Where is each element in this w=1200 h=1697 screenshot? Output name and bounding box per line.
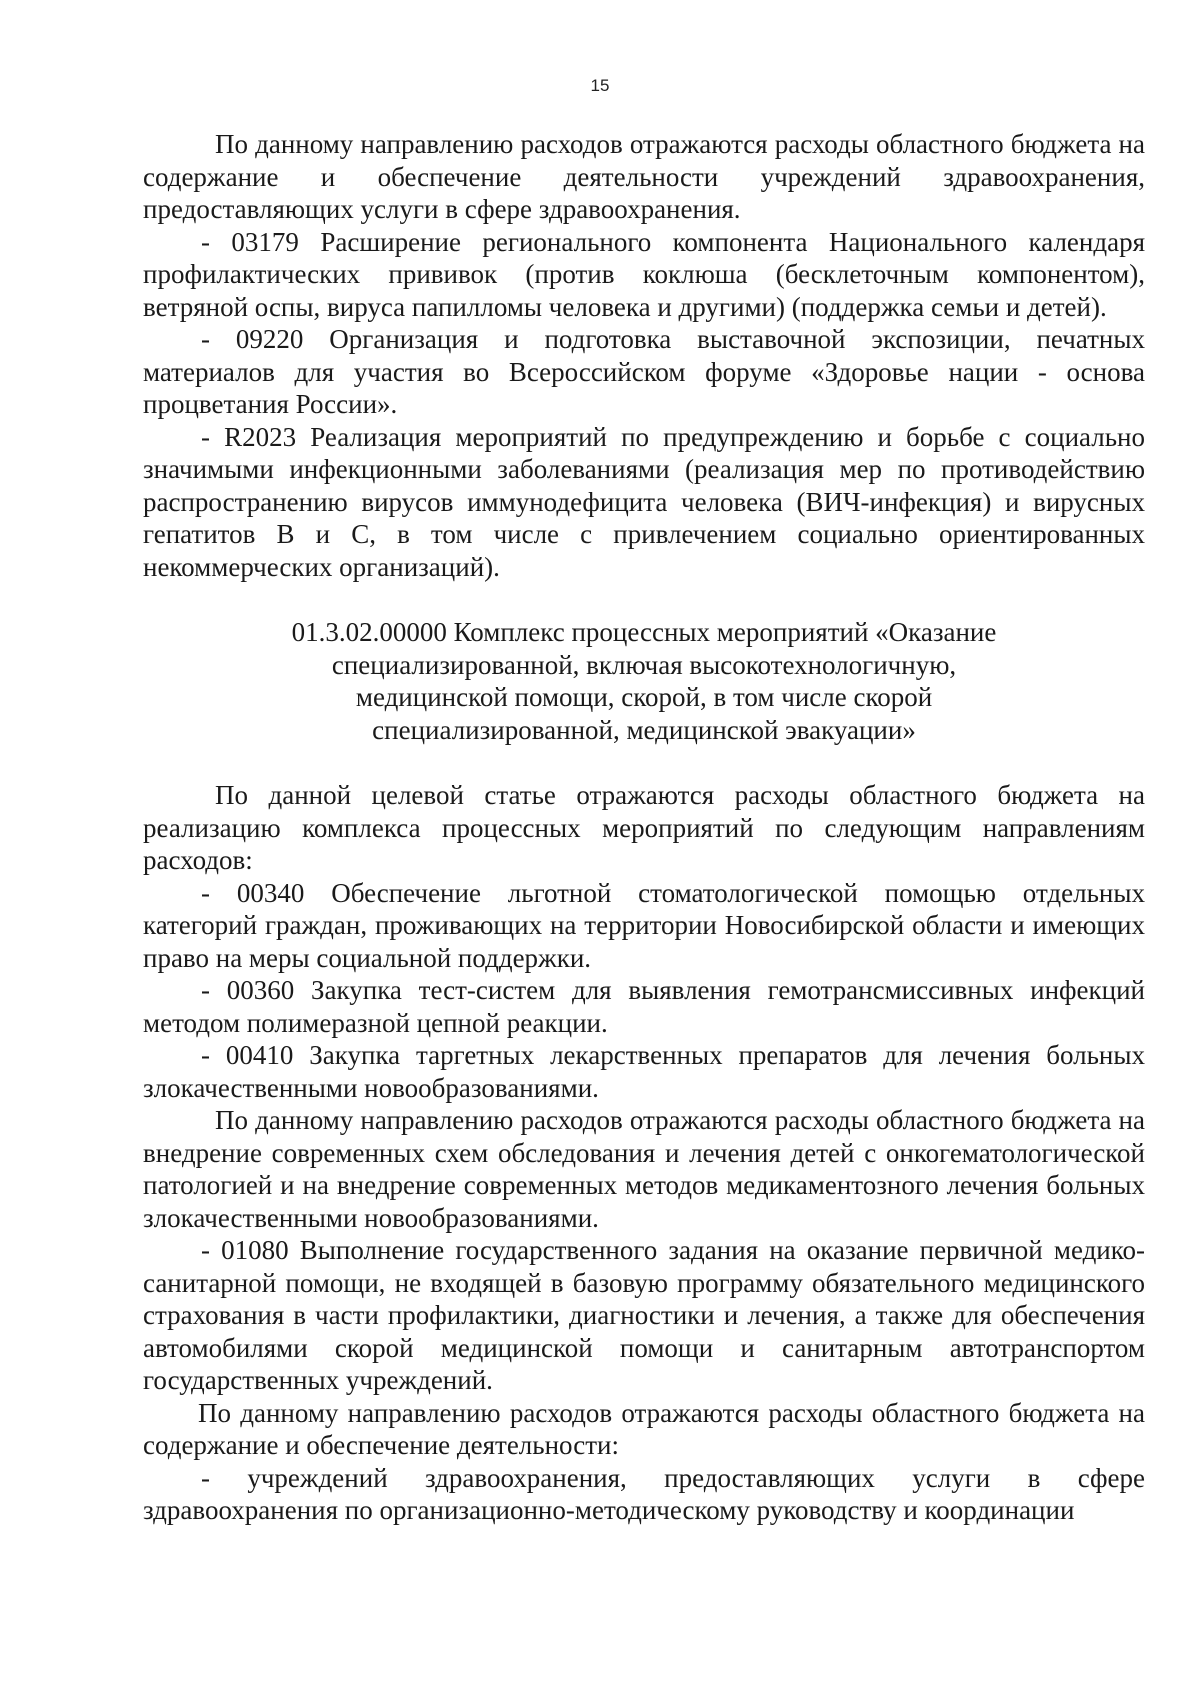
list-item-01080: - 01080 Выполнение государственного задания на оказание первичной медико-санитарной помощи, не входящей в базовую программу обязательного медицинского страхования в части профилактики, диагностики и лечения, а также для обеспечения автомобилями скорой медицинской помощи и санитарным автотранспортом государственных учреждений.	[143, 1235, 1145, 1395]
heading-line: специализированной, медицинской эвакуации»	[372, 714, 916, 745]
page-number: 15	[590, 76, 610, 95]
heading-line: медицинской помощи, скорой, в том числе скорой	[355, 682, 933, 712]
heading-line: 01.3.02.00000 Комплекс процессных мероприятий «Оказание	[291, 617, 997, 647]
list-item-00340: - 00340 Обеспечение льготной стоматологической помощью отдельных категорий граждан, проживающих на территории Новосибирской области и имеющих право на меры социальной поддержки.	[143, 877, 1145, 973]
paragraph: По данной целевой статье отражаются расходы областного бюджета на реализацию комплекса процессных мероприятий по следующим направлениям расходов:	[143, 780, 1145, 875]
list-item-r2023: - R2023 Реализация мероприятий по предупреждению и борьбе с социально значимыми инфекционными заболеваниями (реализация мер по противодействию распространению вирусов иммунодефицита человека (ВИЧ-инфекция) и вирусных гепатитов В и С, в том числе с привлечением социально ориентированных некоммерческих организаций).	[143, 421, 1145, 582]
list-item-09220: - 09220 Организация и подготовка выставочной экспозиции, печатных материалов для участия во Всероссийском форуме «Здоровье нации - основа процветания России».	[143, 324, 1145, 419]
paragraph: По данному направлению расходов отражаются расходы областного бюджета на содержание и обеспечение деятельности учреждений здравоохранения, предоставляющих услуги в сфере здравоохранения.	[143, 129, 1145, 224]
list-item-03179: - 03179 Расширение регионального компонента Национального календаря профилактических прививок (против коклюша (бесклеточным компонентом), ветряной оспы, вируса папилломы человека и другими) (поддержка семьи и детей).	[143, 226, 1145, 322]
list-item-00410: - 00410 Закупка таргетных лекарственных препаратов для лечения больных злокачественными новообразованиями.	[143, 1040, 1145, 1103]
heading-line: специализированной, включая высокотехнологичную,	[331, 649, 957, 680]
list-item-institutions: - учреждений здравоохранения, предоставляющих услуги в сфере здравоохранения по организационно-методическому руководству и координации	[143, 1462, 1145, 1525]
paragraph: По данному направлению расходов отражаются расходы областного бюджета на содержание и обеспечение деятельности:	[143, 1397, 1145, 1460]
section-heading	[143, 616, 1145, 746]
paragraph: По данному направлению расходов отражаются расходы областного бюджета на внедрение современных схем обследования и лечения детей с онкогематологической патологией и на внедрение современных методов медикаментозного лечения больных злокачественными новообразованиями.	[143, 1105, 1145, 1233]
document-body	[143, 128, 1145, 1527]
list-item-00360: - 00360 Закупка тест-систем для выявления гемотрансмиссивных инфекций методом полимеразной цепной реакции.	[143, 975, 1145, 1038]
